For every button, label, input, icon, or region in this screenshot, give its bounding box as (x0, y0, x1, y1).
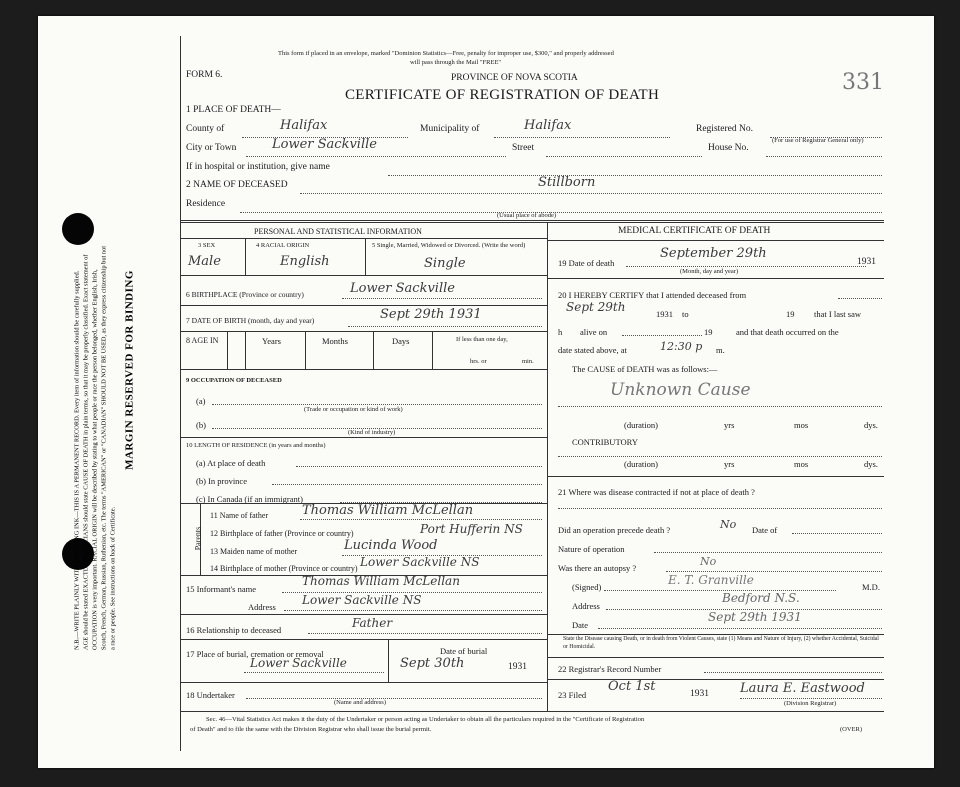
occupation-a-note: (Trade or occupation or kind of work) (304, 406, 403, 413)
occupation-a: (a) (196, 396, 206, 406)
city-value: Lower Sackville (272, 137, 377, 152)
yrs-label: yrs (724, 420, 735, 430)
municipality-value: Halifax (524, 118, 572, 133)
m-label: m. (716, 345, 725, 355)
over-label: (OVER) (840, 726, 863, 733)
age-label: 8 AGE IN (186, 336, 219, 345)
county-label: County of (186, 124, 225, 134)
date-of-label: Date of (752, 525, 778, 535)
burial-place-label: 17 Place of burial, cremation or removal (186, 649, 324, 659)
occupation-b-note: (Kind of industry) (348, 429, 396, 436)
filed-label: 23 Filed (558, 690, 587, 700)
personal-heading: PERSONAL AND STATISTICAL INFORMATION (254, 227, 422, 236)
undertaker-label: 18 Undertaker (186, 690, 235, 700)
street-label: Street (512, 143, 535, 153)
death-date-note: (Month, day and year) (680, 268, 739, 275)
hrs-label: hrs. or (470, 358, 487, 365)
certify-label: 20 I HEREBY CERTIFY that I attended deceased from (558, 290, 747, 300)
burial-place-value: Lower Sackville (250, 656, 347, 670)
death-date-label: 19 Date of death (558, 258, 615, 268)
years-label: Years (262, 336, 281, 346)
violent-cause-note: State the Disease causing Death, or in death from Violent Causes, state (1) Means and Nature of Injury, (2) whether Accidental, Suicidal or Homicidal. (563, 636, 879, 650)
column-divider (547, 222, 548, 711)
mother-label: 13 Maiden name of mother (210, 547, 298, 556)
residence-length-label: 10 LENGTH OF RESIDENCE (in years and months) (186, 442, 326, 449)
residence-c: (c) In Canada (if an immigrant) (196, 494, 303, 504)
death-time-value: 12:30 p (660, 340, 703, 353)
contracted-label: 21 Where was disease contracted if not at place of death ? (558, 487, 755, 497)
house-no-label: House No. (708, 143, 749, 153)
informant-address-label: Address (248, 602, 276, 612)
last-saw-label: that I last saw (814, 309, 861, 319)
days-label: Days (392, 336, 410, 346)
medical-heading: MEDICAL CERTIFICATE OF DEATH (618, 226, 771, 236)
residence-label: Residence (186, 199, 226, 209)
corner-number: 331 (842, 70, 884, 95)
registrar-general-note: (For use of Registrar General only) (772, 137, 864, 144)
mos-label-2: mos (794, 459, 809, 469)
cause-value: Unknown Cause (610, 380, 751, 400)
relationship-label: 16 Relationship to deceased (186, 625, 282, 635)
informant-label: 15 Informant's name (186, 584, 256, 594)
city-label: City or Town (186, 143, 237, 153)
less-day-label: If less than one day, (456, 336, 508, 343)
informant-address-value: Lower Sackville NS (302, 593, 422, 607)
relationship-value: Father (352, 616, 393, 630)
dys-label: dys. (864, 420, 878, 430)
death-year: 1931 (857, 257, 876, 267)
margin-line: OCCUPATION is very important. RACIAL ORIGIN will be described by stating to what people or race the person belonged, whether English, Irish, (91, 269, 99, 650)
operation-value: No (720, 518, 737, 531)
father-birthplace-label: 12 Birthplace of father (Province or country) (210, 529, 354, 538)
dob-label: 7 DATE OF BIRTH (month, day and year) (186, 316, 315, 325)
filed-year: 1931 (690, 689, 709, 699)
registered-no-label: Registered No. (696, 124, 753, 134)
filed-value: Oct 1st (608, 679, 656, 694)
residence-a: (a) At place of death (196, 458, 266, 468)
duration-label-2: (duration) (624, 459, 658, 469)
form-number: FORM 6. (186, 70, 223, 80)
date-stated-label: date stated above, at (558, 345, 627, 355)
margin-line: N.B.—WRITE PLAINLY WITH UNFADING INK—THIS IS A PERMANENT RECORD. Every item of information should be carefully supplied. (73, 270, 81, 650)
medical-date-value: Sept 29th 1931 (708, 610, 802, 624)
mother-birthplace-label: 14 Birthplace of mother (Province or country) (210, 564, 358, 573)
footer-line-2: of Death" and to file the same with the Division Registrar who shall issue the burial permit. (190, 726, 432, 733)
postal-notice-2: will pass through the Mail "FREE" (410, 59, 502, 66)
yrs-label-2: yrs (724, 459, 735, 469)
alive-on-label: alive on (580, 327, 608, 337)
deceased-name-value: Stillborn (538, 175, 596, 190)
to-label: to (682, 309, 689, 319)
province-title: PROVINCE OF NOVA SCOTIA (451, 73, 578, 83)
parents-side-label: Parents (193, 526, 203, 551)
registrar-value: Laura E. Eastwood (740, 681, 865, 696)
mos-label: mos (794, 420, 809, 430)
hospital-label: If in hospital or institution, give name (186, 162, 330, 172)
signed-label: (Signed) (572, 582, 602, 592)
to-year-label: 19 (786, 309, 795, 319)
sex-value: Male (188, 254, 221, 269)
medical-address-label: Address (572, 601, 600, 611)
margin-line: Scotch, French, German, Russian, Ruthenian, etc. The terms "AMERICAN" or "CANADIAN" SHOULD NOT BE USED, as they express citizenship but not (100, 245, 108, 650)
father-label: 11 Name of father (210, 511, 269, 520)
contributory-label: CONTRIBUTORY (572, 437, 638, 447)
burial-date-label: Date of burial (440, 646, 488, 656)
father-value: Thomas William McLellan (302, 503, 474, 518)
footer-line-1: Sec. 46—Vital Statistics Act makes it the duty of the Undertaker or person acting as Undertaker to obtain all the particulars required in the "Certificate of Registration (206, 716, 645, 723)
deceased-name-label: 2 NAME OF DECEASED (186, 180, 288, 190)
sex-label: 3 SEX (198, 242, 216, 249)
duration-label: (duration) (624, 420, 658, 430)
municipality-label: Municipality of (420, 124, 480, 134)
attended-from-value: Sept 29th (566, 300, 626, 314)
attended-year: 1931 (656, 309, 673, 319)
margin-line: a race or people. See instructions on back of Certificate. (109, 506, 117, 650)
birthplace-value: Lower Sackville (350, 281, 455, 296)
marital-label: 5 Single, Married, Widowed or Divorced. (Write the word) (372, 242, 526, 249)
medical-address-value: Bedford N.S. (722, 591, 800, 605)
place-of-death-label: 1 PLACE OF DEATH— (186, 105, 281, 115)
left-rule (180, 36, 181, 751)
death-date-value: September 29th (660, 246, 767, 261)
autopsy-value: No (700, 555, 717, 568)
md-label: M.D. (862, 582, 880, 592)
alive-year-label: 19 (704, 327, 713, 337)
birthplace-label: 6 BIRTHPLACE (Province or country) (186, 290, 304, 299)
residence-b: (b) In province (196, 476, 247, 486)
autopsy-label: Was there an autopsy ? (558, 563, 637, 573)
nature-label: Nature of operation (558, 544, 625, 554)
cause-label: The CAUSE of DEATH was as follows:— (572, 364, 718, 374)
burial-year: 1931 (508, 662, 527, 672)
residence-note: (Usual place of abode) (497, 212, 557, 219)
min-label: min. (522, 358, 534, 365)
death-occurred-label: and that death occurred on the (736, 327, 839, 337)
certificate-title: CERTIFICATE OF REGISTRATION OF DEATH (345, 87, 660, 103)
months-label: Months (322, 336, 348, 346)
mother-birthplace-value: Lower Sackville NS (360, 555, 480, 569)
informant-value: Thomas William McLellan (302, 574, 460, 588)
margin-heading: MARGIN RESERVED FOR BINDING (123, 270, 136, 470)
father-birthplace-value: Port Hufferin NS (420, 522, 523, 536)
occupation-b: (b) (196, 420, 206, 430)
postal-notice: This form if placed in an envelope, marked "Dominion Statistics—Free, penalty for improper use, $300," and properly addressed (278, 50, 614, 57)
dys-label-2: dys. (864, 459, 878, 469)
undertaker-note: (Name and address) (334, 699, 386, 706)
him-label: h (558, 327, 563, 337)
race-label: 4 RACIAL ORIGIN (256, 242, 310, 249)
county-value: Halifax (280, 118, 328, 133)
medical-date-label: Date (572, 620, 589, 630)
burial-date-value: Sept 30th (400, 656, 465, 671)
record-number-label: 22 Registrar's Record Number (558, 664, 662, 674)
registrar-note: (Division Registrar) (784, 700, 837, 707)
marital-value: Single (424, 256, 466, 271)
race-value: English (280, 254, 330, 269)
margin-line: AGE should be stated EXACTLY. PHYSICIANS should state CAUSE OF DEATH in plain terms, so that it may be properly classified. Exact statement of (82, 254, 90, 650)
occupation-label: 9 OCCUPATION OF DECEASED (186, 377, 282, 384)
operation-label: Did an operation precede death ? (558, 525, 671, 535)
dob-value: Sept 29th 1931 (380, 307, 482, 322)
mother-value: Lucinda Wood (344, 538, 438, 553)
signed-value: E. T. Granville (668, 573, 754, 587)
